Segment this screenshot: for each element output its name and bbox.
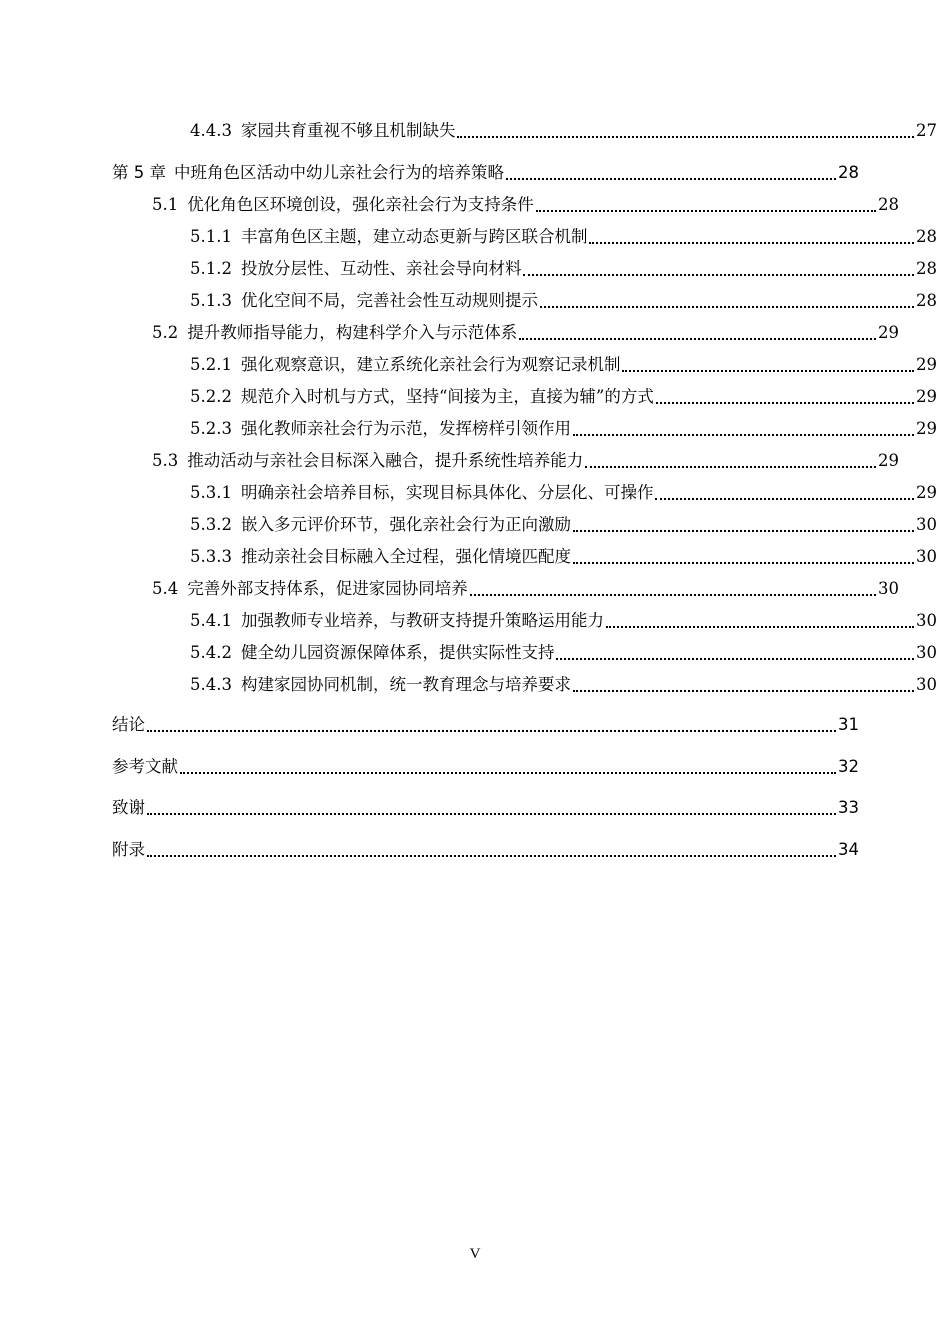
- toc-entry-title: 强化观察意识，建立系统化亲社会行为观察记录机制: [240, 355, 621, 374]
- toc-entry-number: 5.3.2: [190, 515, 232, 534]
- toc-entry-title: 构建家园协同机制，统一教育理念与培养要求: [240, 675, 571, 694]
- toc-entry-page: 30: [916, 515, 937, 534]
- toc-leader-dots: [589, 242, 914, 244]
- toc-leader-dots: [573, 530, 914, 532]
- toc-entry-page: 29: [916, 419, 937, 438]
- toc-entry-page: 27: [916, 121, 937, 140]
- toc-entry-page: 29: [878, 323, 899, 342]
- toc-entry-number: 5.4.3: [190, 675, 232, 694]
- toc-entry-number: 5.4.1: [190, 611, 232, 630]
- toc-leader-dots: [573, 690, 914, 692]
- toc-entry-title: 提升教师指导能力，构建科学介入与示范体系: [187, 323, 518, 342]
- toc-entry-5-3-2[interactable]: [112, 512, 937, 536]
- toc-entry-references[interactable]: [112, 754, 859, 778]
- toc-entry-page: 28: [916, 227, 937, 246]
- toc-entry-number: 5.1: [152, 195, 179, 214]
- toc-entry-5-2-2[interactable]: [112, 384, 937, 408]
- toc-entry-title: 嵌入多元评价环节，强化亲社会行为正向激励: [240, 515, 571, 534]
- toc-entry-title: 结论: [112, 715, 145, 734]
- toc-entry-5-2-1[interactable]: [112, 352, 937, 376]
- toc-entry-title: 参考文献: [112, 757, 178, 776]
- toc-entry-title: 规范介入时机与方式，坚持“间接为主，直接为辅”的方式: [240, 387, 654, 406]
- toc-entry-page: 29: [916, 355, 937, 374]
- toc-entry-5-1-2[interactable]: [112, 256, 937, 280]
- toc-entry-title: 优化空间不局，完善社会性互动规则提示: [240, 291, 538, 310]
- toc-entry-page: 28: [916, 259, 937, 278]
- toc-entry-number: 第 5 章: [112, 163, 166, 182]
- toc-entry-number: 4.4.3: [190, 121, 232, 140]
- toc-leader-dots: [470, 594, 876, 596]
- toc-leader-dots: [147, 813, 836, 815]
- toc-entry-4-4-3[interactable]: [112, 118, 937, 142]
- toc-entry-title: 致谢: [112, 798, 145, 817]
- toc-entry-acknowledgements[interactable]: [112, 795, 859, 819]
- toc-entry-page: 30: [878, 579, 899, 598]
- toc-entry-page: 29: [878, 451, 899, 470]
- toc-entry-page: 30: [916, 675, 937, 694]
- toc-entry-title: 优化角色区环境创设，强化亲社会行为支持条件: [187, 195, 534, 214]
- toc-entry-page: 30: [916, 643, 937, 662]
- toc-entry-title: 中班角色区活动中幼儿亲社会行为的培养策略: [174, 163, 504, 182]
- toc-entry-title: 推动亲社会目标融入全过程，强化情境匹配度: [240, 547, 571, 566]
- toc-entry-title: 完善外部支持体系，促进家园协同培养: [187, 579, 468, 598]
- toc-leader-dots: [655, 498, 914, 500]
- toc-entry-number: 5.3: [152, 451, 179, 470]
- toc-entry-page: 28: [916, 291, 937, 310]
- toc-leader-dots: [519, 338, 876, 340]
- toc-entry-page: 33: [838, 798, 859, 817]
- toc-entry-page: 29: [916, 387, 937, 406]
- toc-entry-page: 34: [838, 840, 859, 859]
- toc-leader-dots: [506, 178, 836, 180]
- toc-leader-dots: [457, 136, 914, 138]
- toc-entry-5-4-1[interactable]: [112, 608, 937, 632]
- toc-entry-number: 5.2.2: [190, 387, 232, 406]
- toc-leader-dots: [536, 210, 876, 212]
- toc-leader-dots: [622, 370, 914, 372]
- toc-leader-dots: [573, 434, 914, 436]
- toc-entry-conclusion[interactable]: [112, 712, 859, 736]
- toc-entry-number: 5.2.1: [190, 355, 232, 374]
- toc-entry-title: 附录: [112, 840, 145, 859]
- toc-entry-number: 5.1.1: [190, 227, 232, 246]
- toc-leader-dots: [556, 658, 914, 660]
- toc-leader-dots: [585, 466, 876, 468]
- toc-entry-page: 31: [838, 715, 859, 734]
- toc-entry-5-3[interactable]: [112, 448, 899, 472]
- toc-entry-number: 5.2: [152, 323, 179, 342]
- toc-entry-title: 健全幼儿园资源保障体系，提供实际性支持: [240, 643, 555, 662]
- toc-entry-title: 家园共育重视不够且机制缺失: [240, 121, 456, 140]
- toc-entry-chapter-5[interactable]: [112, 160, 859, 184]
- toc-entry-number: 5.3.3: [190, 547, 232, 566]
- toc-leader-dots: [606, 626, 914, 628]
- toc-leader-dots: [573, 562, 914, 564]
- toc-entry-5-3-3[interactable]: [112, 544, 937, 568]
- toc-entry-number: 5.1.2: [190, 259, 232, 278]
- toc-leader-dots: [656, 402, 914, 404]
- page-number: V: [469, 1246, 481, 1262]
- toc-entry-page: 30: [916, 547, 937, 566]
- toc-entry-appendix[interactable]: [112, 837, 859, 861]
- toc-entry-5-1-3[interactable]: [112, 288, 937, 312]
- toc-entry-number: 5.4: [152, 579, 179, 598]
- toc-entry-number: 5.4.2: [190, 643, 232, 662]
- toc-entry-5-4[interactable]: [112, 576, 899, 600]
- toc-entry-title: 丰富角色区主题，建立动态更新与跨区联合机制: [240, 227, 588, 246]
- toc-entry-page: 32: [838, 757, 859, 776]
- toc-entry-5-1[interactable]: [112, 192, 899, 216]
- toc-leader-dots: [180, 772, 836, 774]
- toc-entry-page: 30: [916, 611, 937, 630]
- toc-leader-dots: [523, 274, 914, 276]
- toc-leader-dots: [540, 306, 914, 308]
- toc-entry-title: 明确亲社会培养目标，实现目标具体化、分层化、可操作: [240, 483, 654, 502]
- toc-entry-5-4-2[interactable]: [112, 640, 937, 664]
- toc-leader-dots: [147, 730, 836, 732]
- toc-entry-title: 强化教师亲社会行为示范，发挥榜样引领作用: [240, 419, 571, 438]
- toc-entry-title: 加强教师专业培养，与教研支持提升策略运用能力: [240, 611, 604, 630]
- toc-entry-page: 29: [916, 483, 937, 502]
- toc-entry-5-2[interactable]: [112, 320, 899, 344]
- toc-entry-title: 推动活动与亲社会目标深入融合，提升系统性培养能力: [187, 451, 584, 470]
- toc-entry-page: 28: [878, 195, 899, 214]
- toc-entry-number: 5.3.1: [190, 483, 232, 502]
- toc-entry-5-4-3[interactable]: [112, 672, 937, 696]
- toc-entry-5-3-1[interactable]: [112, 480, 937, 504]
- toc-entry-page: 28: [838, 163, 859, 182]
- toc-entry-title: 投放分层性、互动性、亲社会导向材料: [240, 259, 522, 278]
- toc-entry-5-1-1[interactable]: [112, 224, 937, 248]
- toc-entry-number: 5.1.3: [190, 291, 232, 310]
- toc-leader-dots: [147, 855, 836, 857]
- toc-entry-5-2-3[interactable]: [112, 416, 937, 440]
- toc-entry-number: 5.2.3: [190, 419, 232, 438]
